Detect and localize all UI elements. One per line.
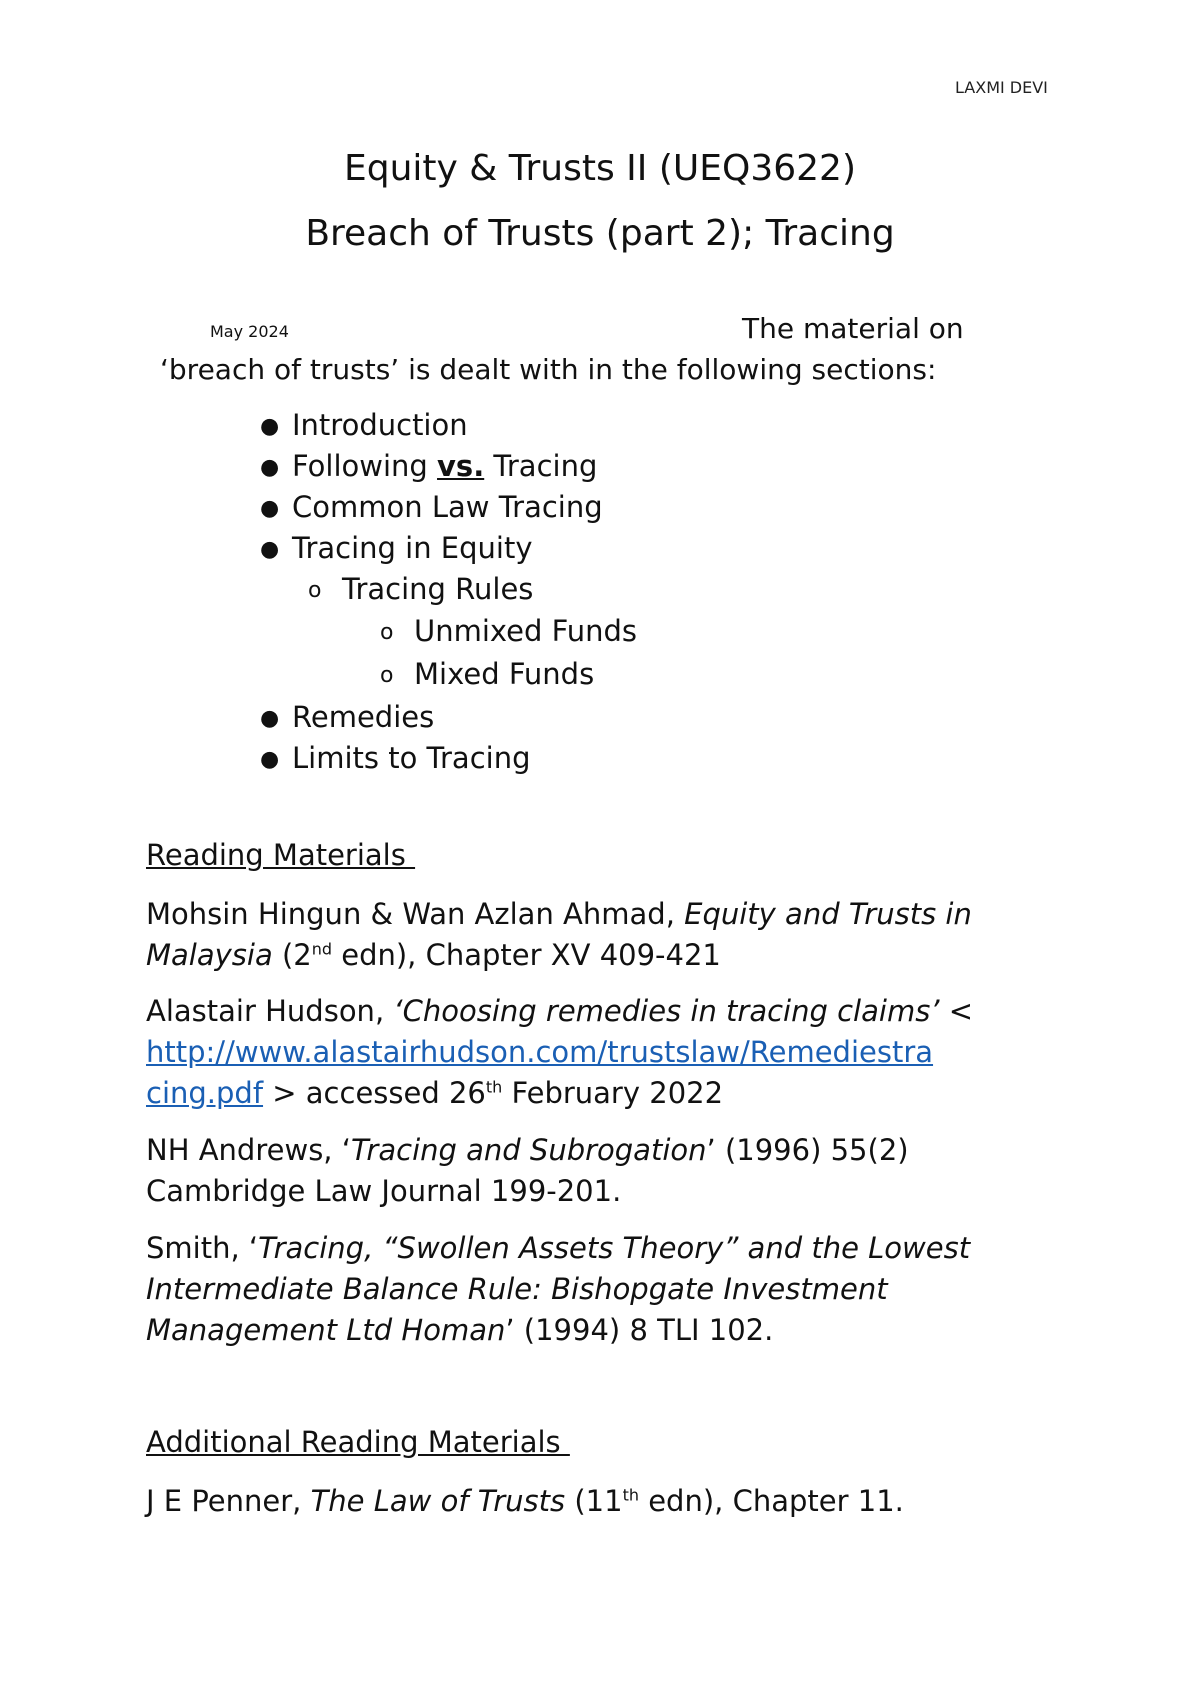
- document-subtitle: Breach of Trusts (part 2); Tracing: [305, 213, 895, 254]
- list-item: o Mixed Funds: [380, 657, 595, 691]
- list-item: ● Tracing in Equity: [260, 531, 533, 565]
- bullet-icon: ●: [260, 706, 280, 731]
- list-item: ● Introduction: [260, 408, 468, 442]
- reading-materials-heading: Reading Materials: [146, 838, 416, 872]
- reference-item: Mohsin Hingun & Wan Azlan Ahmad, Equity and Trusts in Malaysia (2nd edn), Chapter XV 409-421: [146, 897, 972, 972]
- bullet-icon: ●: [260, 414, 280, 439]
- circle-bullet-icon: o: [308, 578, 322, 603]
- bullet-icon: ●: [260, 747, 280, 772]
- bullet-icon: ●: [260, 537, 280, 562]
- circle-bullet-icon: o: [380, 663, 394, 688]
- list-item: ● Following vs. Tracing: [260, 449, 598, 483]
- list-item: o Tracing Rules: [308, 572, 534, 606]
- additional-reading-heading: Additional Reading Materials: [146, 1425, 570, 1459]
- document-title: Equity & Trusts II (UEQ3622): [344, 148, 856, 189]
- reference-item: J E Penner, The Law of Trusts (11th edn), Chapter 11.: [146, 1484, 904, 1518]
- list-item: ● Common Law Tracing: [260, 490, 603, 524]
- bullet-icon: ●: [260, 496, 280, 521]
- circle-bullet-icon: o: [380, 620, 394, 645]
- reference-item: NH Andrews, ‘Tracing and Subrogation’ (1996) 55(2) Cambridge Law Journal 199-201.: [146, 1133, 918, 1208]
- list-item: ● Remedies: [260, 700, 435, 734]
- intro-text-line2: ‘breach of trusts’ is dealt with in the following sections:: [160, 353, 937, 386]
- reference-link[interactable]: http://www.alastairhudson.com/trustslaw/Remediestra cing.pdf: [146, 1035, 934, 1110]
- document-date: May 2024: [210, 322, 289, 341]
- author-name: LAXMI DEVI: [955, 78, 1048, 97]
- reference-item: Alastair Hudson, ‘Choosing remedies in tracing claims’ < http://www.alastairhudson.com/trustslaw/Remediestra cing.pdf > accessed 26th February 2022: [146, 994, 974, 1110]
- list-item: ● Limits to Tracing: [260, 741, 531, 775]
- intro-text-line1: The material on: [742, 312, 964, 345]
- list-item: o Unmixed Funds: [380, 614, 638, 648]
- bullet-icon: ●: [260, 455, 280, 480]
- vs-emphasis: vs.: [437, 449, 485, 483]
- reference-item: Smith, ‘Tracing, “Swollen Assets Theory” and the Lowest Intermediate Balance Rule: Bishopgate Investment Management Ltd Homan’ (1994) 8 TLI 102.: [146, 1231, 971, 1347]
